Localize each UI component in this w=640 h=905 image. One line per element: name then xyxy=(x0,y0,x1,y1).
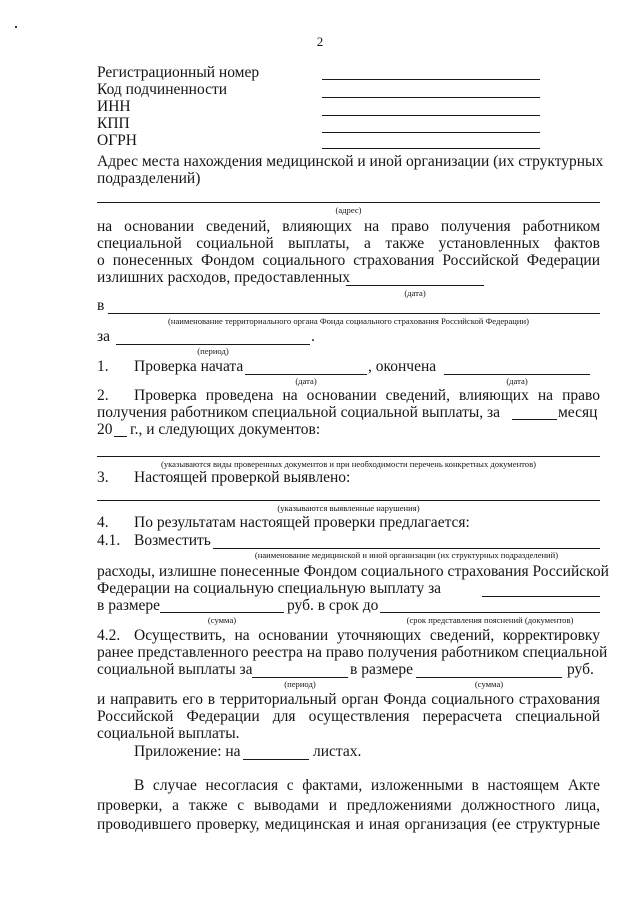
ogrn-field[interactable] xyxy=(322,148,540,149)
address-field[interactable] xyxy=(97,202,600,203)
item41-number: 4.1. xyxy=(97,532,121,549)
attachment-end: листах. xyxy=(313,743,362,760)
item42-line2: ранее представленного реестра на право получения работником специальной xyxy=(97,644,608,661)
item2-month-field[interactable] xyxy=(512,419,557,420)
basis-period-caption: (период) xyxy=(197,346,229,356)
address-caption: (адрес) xyxy=(335,205,362,215)
item41-sum-field[interactable] xyxy=(160,612,284,613)
item1-start-date-caption: (дата) xyxy=(295,376,317,386)
item41-org-field[interactable] xyxy=(213,548,600,549)
item3-number: 3. xyxy=(97,469,109,486)
basis-for-prefix: за xyxy=(97,328,111,345)
page-number: 2 xyxy=(316,34,324,49)
item42-sum-field[interactable] xyxy=(416,677,562,678)
basis-date-field[interactable] xyxy=(346,285,484,286)
item41-deadline-caption: (срок представления пояснений (документов) xyxy=(406,615,574,625)
item42-line4: и направить его в территориальный орган Фонда социального страхования xyxy=(97,691,600,708)
item41-line4-start: в размере xyxy=(97,597,161,614)
item1-start-date-field[interactable] xyxy=(245,374,367,375)
subordination-code-label: Код подчиненности xyxy=(97,81,228,98)
item1-start-label: Проверка начата xyxy=(134,358,244,375)
item2-year-prefix: 20 xyxy=(97,421,113,438)
basis-period-end: . xyxy=(311,328,315,345)
item2-year-field[interactable] xyxy=(114,436,127,437)
item41-line3-start: Федерации на социальную специальную выплату за xyxy=(97,580,442,597)
reg-number-label: Регистрационный номер xyxy=(97,64,260,81)
basis-line2: специальной социальной выплаты, а также установленных фактов xyxy=(97,235,600,252)
item42-period-field[interactable] xyxy=(252,677,348,678)
kpp-label: КПП xyxy=(97,115,130,132)
item2-line2-end: месяц xyxy=(558,404,598,421)
item2-line1: Проверка проведена на основании сведений, влияющих на право xyxy=(134,387,600,404)
basis-line1: на основании сведений, влияющих на право получения работником xyxy=(97,218,600,235)
item41-org-caption: (наименование медицинской и иной организации (их структурных подразделений) xyxy=(254,550,559,560)
territorial-organ-field[interactable] xyxy=(108,313,600,314)
item42-period-caption: (период) xyxy=(284,679,316,689)
disagreement-line1: В случае несогласия с фактами, изложенными в настоящем Акте xyxy=(134,777,600,794)
item3-text: Настоящей проверкой выявлено: xyxy=(134,469,351,486)
item41-text: Возместить xyxy=(134,532,211,549)
item42-sum-caption: (сумма) xyxy=(474,679,504,689)
item1-end-label: , окончена xyxy=(368,358,437,375)
item2-documents-caption: (указываются виды проверенных документов и при необходимости перечень конкретных документов) xyxy=(160,459,537,469)
basis-date-caption: (дата) xyxy=(404,288,426,298)
disagreement-line2: проверки, а также с выводами и предложениями должностного лица, xyxy=(97,797,600,814)
address-label-line2: подразделений) xyxy=(97,170,201,187)
item2-documents-field[interactable] xyxy=(97,456,600,457)
item42-line1: Осуществить, на основании уточняющих сведений, корректировку xyxy=(134,627,600,644)
item42-line3-end: руб. xyxy=(567,661,594,678)
item4-text: По результатам настоящей проверки предлагается: xyxy=(134,514,470,531)
basis-line4: излишних расходов, предоставленных xyxy=(97,269,351,286)
item42-line3-start: социальной выплаты за xyxy=(97,661,253,678)
item1-end-date-field[interactable] xyxy=(444,374,590,375)
disagreement-line3: проводившего проверку, медицинская и иная организация (ее структурные xyxy=(97,816,600,833)
scan-speck xyxy=(15,26,17,28)
item42-line3-mid: в размере xyxy=(350,661,414,678)
item3-violations-field[interactable] xyxy=(97,500,600,501)
ogrn-label: ОГРН xyxy=(97,132,137,149)
basis-in-prefix: в xyxy=(97,297,105,314)
address-label-line1: Адрес места нахождения медицинской и иной организации (их структурных xyxy=(97,153,604,170)
item42-number: 4.2. xyxy=(97,627,121,644)
item41-period-field[interactable] xyxy=(482,596,600,597)
attachment-start: Приложение: на xyxy=(134,743,241,760)
item4-number: 4. xyxy=(97,514,109,531)
item41-deadline-field[interactable] xyxy=(380,612,600,613)
item2-line3-end: г., и следующих документов: xyxy=(130,421,321,438)
item41-line4-mid: руб. в срок до xyxy=(287,597,379,614)
item2-number: 2. xyxy=(97,387,109,404)
basis-line3: о понесенных Фондом социального страхования Российской Федерации xyxy=(97,252,600,269)
reg-number-field[interactable] xyxy=(322,79,540,80)
attachment-sheets-field[interactable] xyxy=(243,759,309,760)
basis-period-field[interactable] xyxy=(116,344,310,345)
territorial-organ-caption: (наименование территориального органа Фонда социального страхования Российской Федерации) xyxy=(168,316,529,326)
item41-line2: расходы, излишне понесенные Фондом социального страхования Российской xyxy=(97,563,609,580)
item3-violations-caption: (указываются выявленные нарушения) xyxy=(277,503,420,513)
item41-sum-caption: (сумма) xyxy=(207,615,237,625)
inn-label: ИНН xyxy=(97,98,131,115)
item42-line5: Российской Федерации для осуществления перерасчета специальной xyxy=(97,708,600,725)
item2-line2-start: получения работником специальной социальной выплаты, за xyxy=(97,404,501,421)
item42-line6: социальной выплаты. xyxy=(97,725,240,742)
item1-end-date-caption: (дата) xyxy=(506,376,528,386)
item1-number: 1. xyxy=(97,358,109,375)
